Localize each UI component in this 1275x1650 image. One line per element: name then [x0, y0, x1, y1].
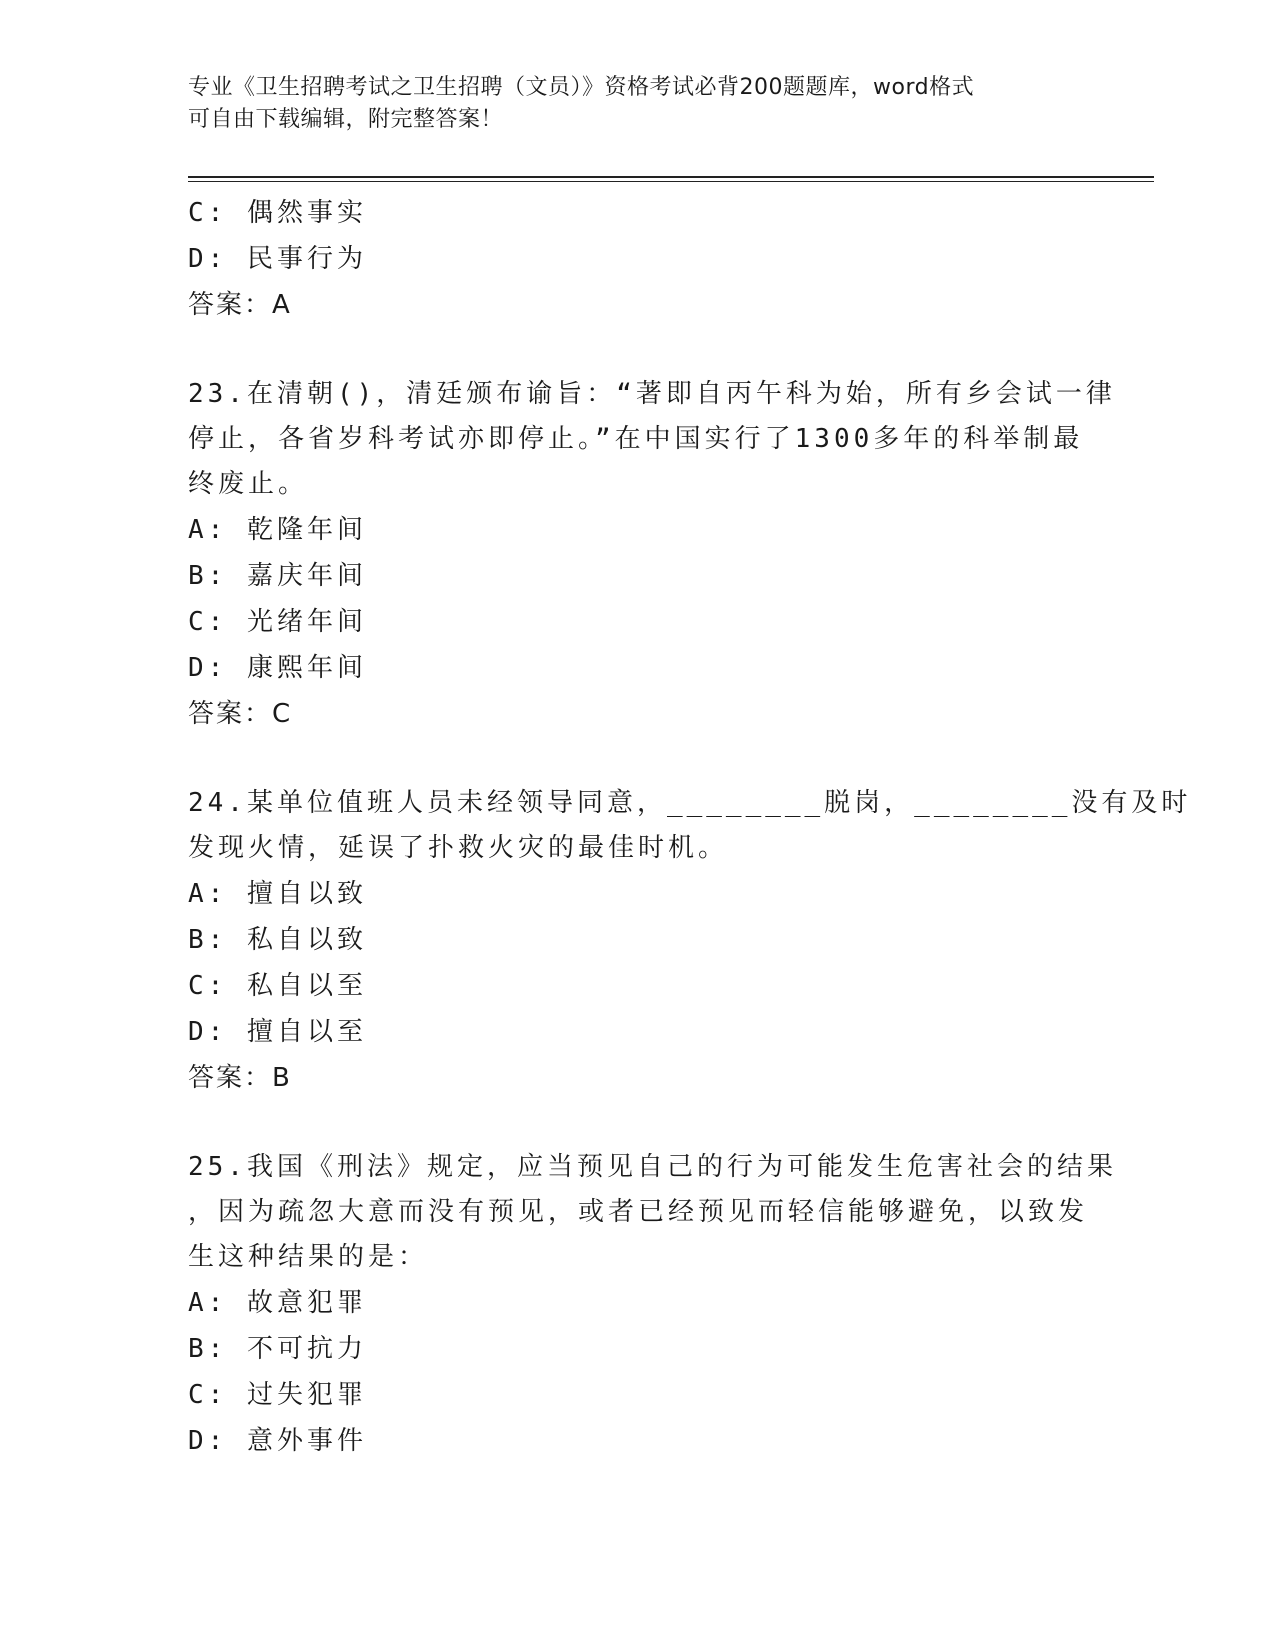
question-22-tail	[188, 190, 1088, 328]
option-b: B: 不可抗力	[188, 1334, 367, 1364]
option-c: C: 私自以至	[188, 971, 367, 1001]
question-text	[188, 1145, 1117, 1280]
question-text	[188, 781, 1192, 871]
option-d: D: 擅自以至	[188, 1017, 367, 1047]
question-text-line: 停止，各省岁科考试亦即停止。”在中国实行了1300多年的科举制最	[188, 424, 1084, 454]
answer-line: 答案：C	[188, 699, 293, 729]
option-c: C: 偶然事实	[188, 198, 367, 228]
question-23	[188, 372, 1116, 737]
option-c: C: 过失犯罪	[188, 1380, 367, 1410]
answer-line: 答案：A	[188, 290, 292, 320]
question-25	[188, 1145, 1117, 1464]
option-a: A: 乾隆年间	[188, 515, 367, 545]
header-title-line-2: 可自由下载编辑，附完整答案！	[188, 107, 504, 132]
option-d: D: 民事行为	[188, 244, 367, 274]
question-text-line: 发现火情，延误了扑救火灾的最佳时机。	[188, 833, 729, 863]
header-divider-thin	[188, 181, 1154, 182]
question-text-line: 生这种结果的是：	[188, 1242, 429, 1272]
question-text-line: 25.我国《刑法》规定，应当预见自己的行为可能发生危害社会的结果	[188, 1152, 1117, 1182]
header-divider-thick	[188, 176, 1154, 178]
question-text-line: 终废止。	[188, 469, 309, 499]
option-a: A: 擅自以致	[188, 879, 367, 909]
option-a: A: 故意犯罪	[188, 1288, 367, 1318]
header-title-line-1: 专业《卫生招聘考试之卫生招聘（文员）》资格考试必背200题题库，word格式	[188, 75, 975, 100]
option-d: D: 康熙年间	[188, 653, 367, 683]
option-d: D: 意外事件	[188, 1426, 367, 1456]
question-text-line: ，因为疏忽大意而没有预见，或者已经预见而轻信能够避免，以致发	[188, 1197, 1089, 1227]
question-text	[188, 372, 1116, 507]
question-24	[188, 781, 1192, 1101]
option-c: C: 光绪年间	[188, 607, 367, 637]
question-text-line: 23.在清朝()，清廷颁布谕旨：“著即自丙午科为始，所有乡会试一律	[188, 379, 1116, 409]
option-b: B: 嘉庆年间	[188, 561, 367, 591]
answer-line: 答案：B	[188, 1063, 292, 1093]
document-header	[188, 72, 1068, 136]
question-text-line: 24.某单位值班人员未经领导同意，________脱岗，________没有及时	[188, 788, 1192, 818]
question-list	[188, 190, 1192, 1464]
option-b: B: 私自以致	[188, 925, 367, 955]
